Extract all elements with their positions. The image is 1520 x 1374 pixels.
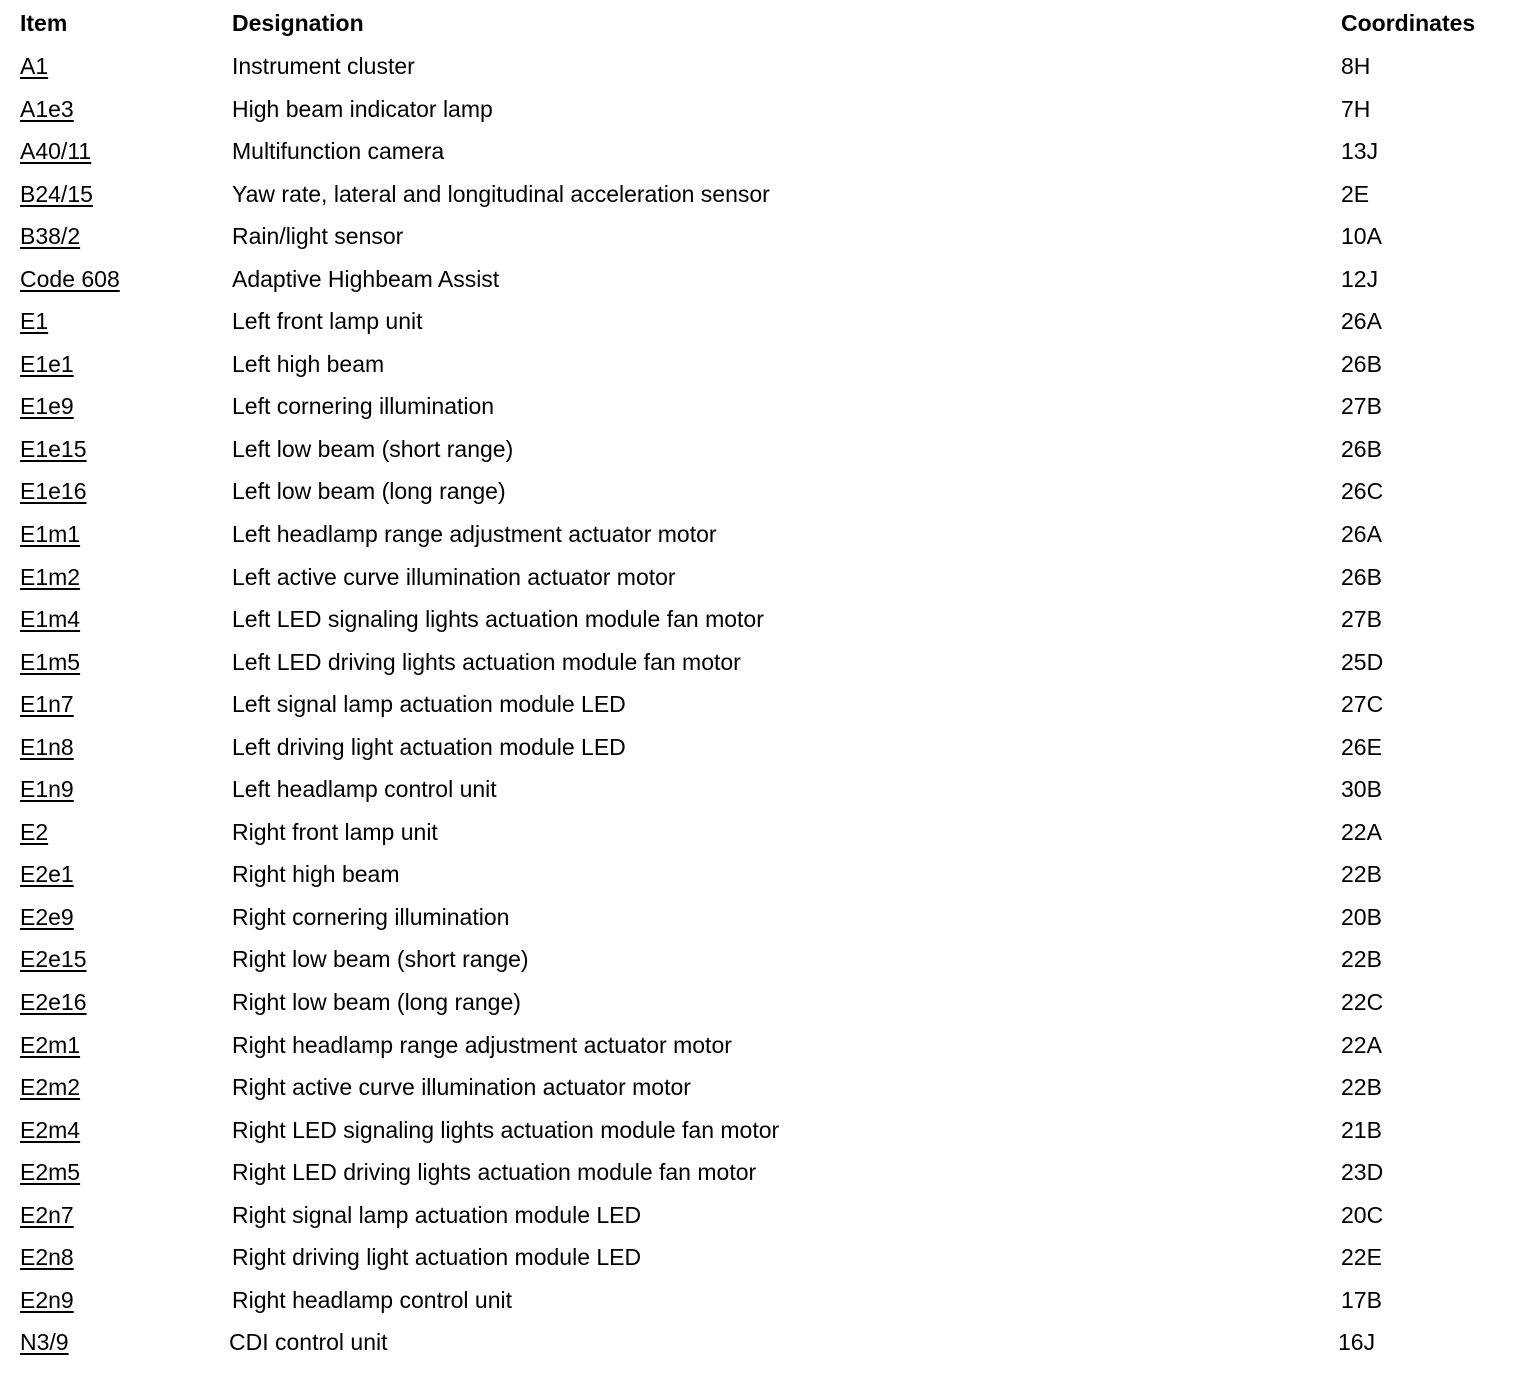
table-row [0,1063,1520,1106]
table-row [0,680,1520,723]
table-row [0,553,1520,596]
item-link[interactable]: A40/11 [20,138,92,165]
designation-text: Left low beam (short range) [232,435,514,462]
table-row [0,978,1520,1021]
item-link[interactable]: E1e15 [20,435,87,462]
item-link[interactable]: B38/2 [20,223,81,250]
designation-text: Left high beam [232,350,385,377]
coordinates-text: 27B [1341,606,1382,633]
designation-text: Right high beam [232,861,400,888]
item-link[interactable]: E2m2 [20,1074,81,1101]
coordinates-text: 27C [1341,691,1384,718]
designation-text: Left cornering illumination [232,393,495,420]
coordinates-text: 22B [1341,1074,1382,1101]
designation-text: Right cornering illumination [232,903,510,930]
designation-text: Left active curve illumination actuator motor [232,563,676,590]
item-link[interactable]: E1e9 [20,393,74,420]
item-link[interactable]: E2e1 [20,861,74,888]
table-row [0,1233,1520,1276]
table-row [0,467,1520,510]
coordinates-text: 26E [1341,733,1382,760]
designation-text: Instrument cluster [232,53,415,79]
table-row [0,212,1520,255]
designation-text: Rain/light sensor [232,223,404,250]
coordinates-text: 26B [1341,563,1382,590]
coordinates-text: 22B [1341,946,1382,973]
designation-text: Left LED signaling lights actuation module fan motor [232,606,764,633]
coordinates-text: 26A [1341,521,1382,548]
item-link[interactable]: E2m1 [20,1031,81,1058]
coordinates-text: 26B [1341,435,1382,462]
coordinates-text: 27B [1341,393,1382,420]
designation-text: Left front lamp unit [232,308,423,335]
item-link[interactable]: E2n7 [20,1201,74,1228]
table-row [0,1276,1520,1319]
item-link[interactable]: N3/9 [20,1329,69,1356]
table-row [0,595,1520,638]
table-row [0,808,1520,851]
coordinates-text: 13J [1341,138,1379,165]
table-row [0,723,1520,766]
item-link[interactable]: E1n9 [20,776,74,803]
coordinates-text: 23D [1341,1159,1384,1186]
table-row [0,170,1520,213]
item-link[interactable]: E2m5 [20,1159,81,1186]
coordinates-text: 22B [1341,861,1382,888]
designation-text: Multifunction camera [232,138,445,165]
table-row [0,255,1520,298]
table-row [0,1106,1520,1149]
coordinates-text: 16J [1338,1329,1376,1356]
coordinates-text: 12J [1341,265,1379,292]
item-link[interactable]: E2e9 [20,903,74,930]
table-row [0,765,1520,808]
table-row [0,85,1520,128]
item-link[interactable]: E2e15 [20,946,87,973]
item-link[interactable]: E2n8 [20,1244,74,1271]
table-row [0,510,1520,553]
item-link[interactable]: E2e16 [20,989,87,1016]
item-link[interactable]: E2n9 [20,1286,74,1313]
item-link[interactable]: E1 [20,308,49,335]
coordinates-text: 22A [1341,1031,1382,1058]
coordinates-text: 22C [1341,989,1384,1016]
designation-text: Left signal lamp actuation module LED [232,691,626,718]
header-item: Item [20,10,68,36]
coordinates-text: 22A [1341,818,1382,845]
designation-text: CDI control unit [229,1329,388,1356]
table-row [0,1191,1520,1234]
item-link[interactable]: B24/15 [20,180,93,207]
coordinates-text: 8H [1341,53,1371,79]
table-header-row [0,0,1520,42]
coordinates-text: 26B [1341,350,1382,377]
designation-text: Left driving light actuation module LED [232,733,626,760]
item-link[interactable]: A1 [20,53,49,79]
table-row [0,1148,1520,1191]
designation-text: Adaptive Highbeam Assist [232,265,500,292]
item-link[interactable]: Code 608 [20,265,120,292]
designation-text: Left low beam (long range) [232,478,506,505]
designation-text: Yaw rate, lateral and longitudinal acceleration sensor [232,180,770,207]
coordinates-text: 17B [1341,1286,1382,1313]
designation-text: Left headlamp control unit [232,776,497,803]
coordinates-text: 21B [1341,1116,1382,1143]
table-row [0,425,1520,468]
coordinates-text: 25D [1341,648,1384,675]
table-row [0,1318,1520,1361]
header-designation: Designation [232,10,364,36]
coordinates-text: 22E [1341,1244,1382,1271]
designation-text: Left LED driving lights actuation module fan motor [232,648,741,675]
designation-text: Right low beam (long range) [232,989,521,1016]
coordinates-text: 7H [1341,95,1371,122]
designation-text: Left headlamp range adjustment actuator motor [232,521,717,548]
designation-text: High beam indicator lamp [232,95,493,122]
item-link[interactable]: E1m2 [20,563,81,590]
item-link[interactable]: E1m4 [20,606,81,633]
table-row [0,340,1520,383]
coordinates-text: 30B [1341,776,1382,803]
coordinates-text: 20C [1341,1201,1384,1228]
item-link[interactable]: E2 [20,818,49,845]
table-row [0,42,1520,85]
table-body [0,42,1520,1361]
table-row [0,850,1520,893]
item-link[interactable]: E2m4 [20,1116,81,1143]
designation-text: Right LED signaling lights actuation module fan motor [232,1116,780,1143]
designation-text: Right signal lamp actuation module LED [232,1201,642,1228]
designation-text: Right low beam (short range) [232,946,529,973]
table-row [0,935,1520,978]
coordinates-text: 26C [1341,478,1384,505]
table-row [0,1021,1520,1064]
table-row [0,893,1520,936]
coordinates-text: 26A [1341,308,1382,335]
table-row [0,382,1520,425]
coordinates-text: 10A [1341,223,1382,250]
coordinates-text: 2E [1341,180,1370,207]
table-row [0,127,1520,170]
item-link[interactable]: E1m1 [20,521,81,548]
designation-text: Right headlamp range adjustment actuator motor [232,1031,732,1058]
item-link[interactable]: E1e16 [20,478,87,505]
item-link[interactable]: E1e1 [20,350,74,377]
designation-text: Right driving light actuation module LED [232,1244,642,1271]
coordinates-text: 20B [1341,903,1382,930]
designation-text: Right front lamp unit [232,818,438,845]
item-link[interactable]: E1n7 [20,691,74,718]
header-coordinates: Coordinates [1341,10,1476,36]
table-row [0,638,1520,681]
item-link[interactable]: E1m5 [20,648,81,675]
designation-text: Right LED driving lights actuation module fan motor [232,1159,757,1186]
table-row [0,297,1520,340]
item-link[interactable]: A1e3 [20,95,74,122]
item-link[interactable]: E1n8 [20,733,74,760]
designation-text: Right headlamp control unit [232,1286,512,1313]
designation-text: Right active curve illumination actuator motor [232,1074,691,1101]
